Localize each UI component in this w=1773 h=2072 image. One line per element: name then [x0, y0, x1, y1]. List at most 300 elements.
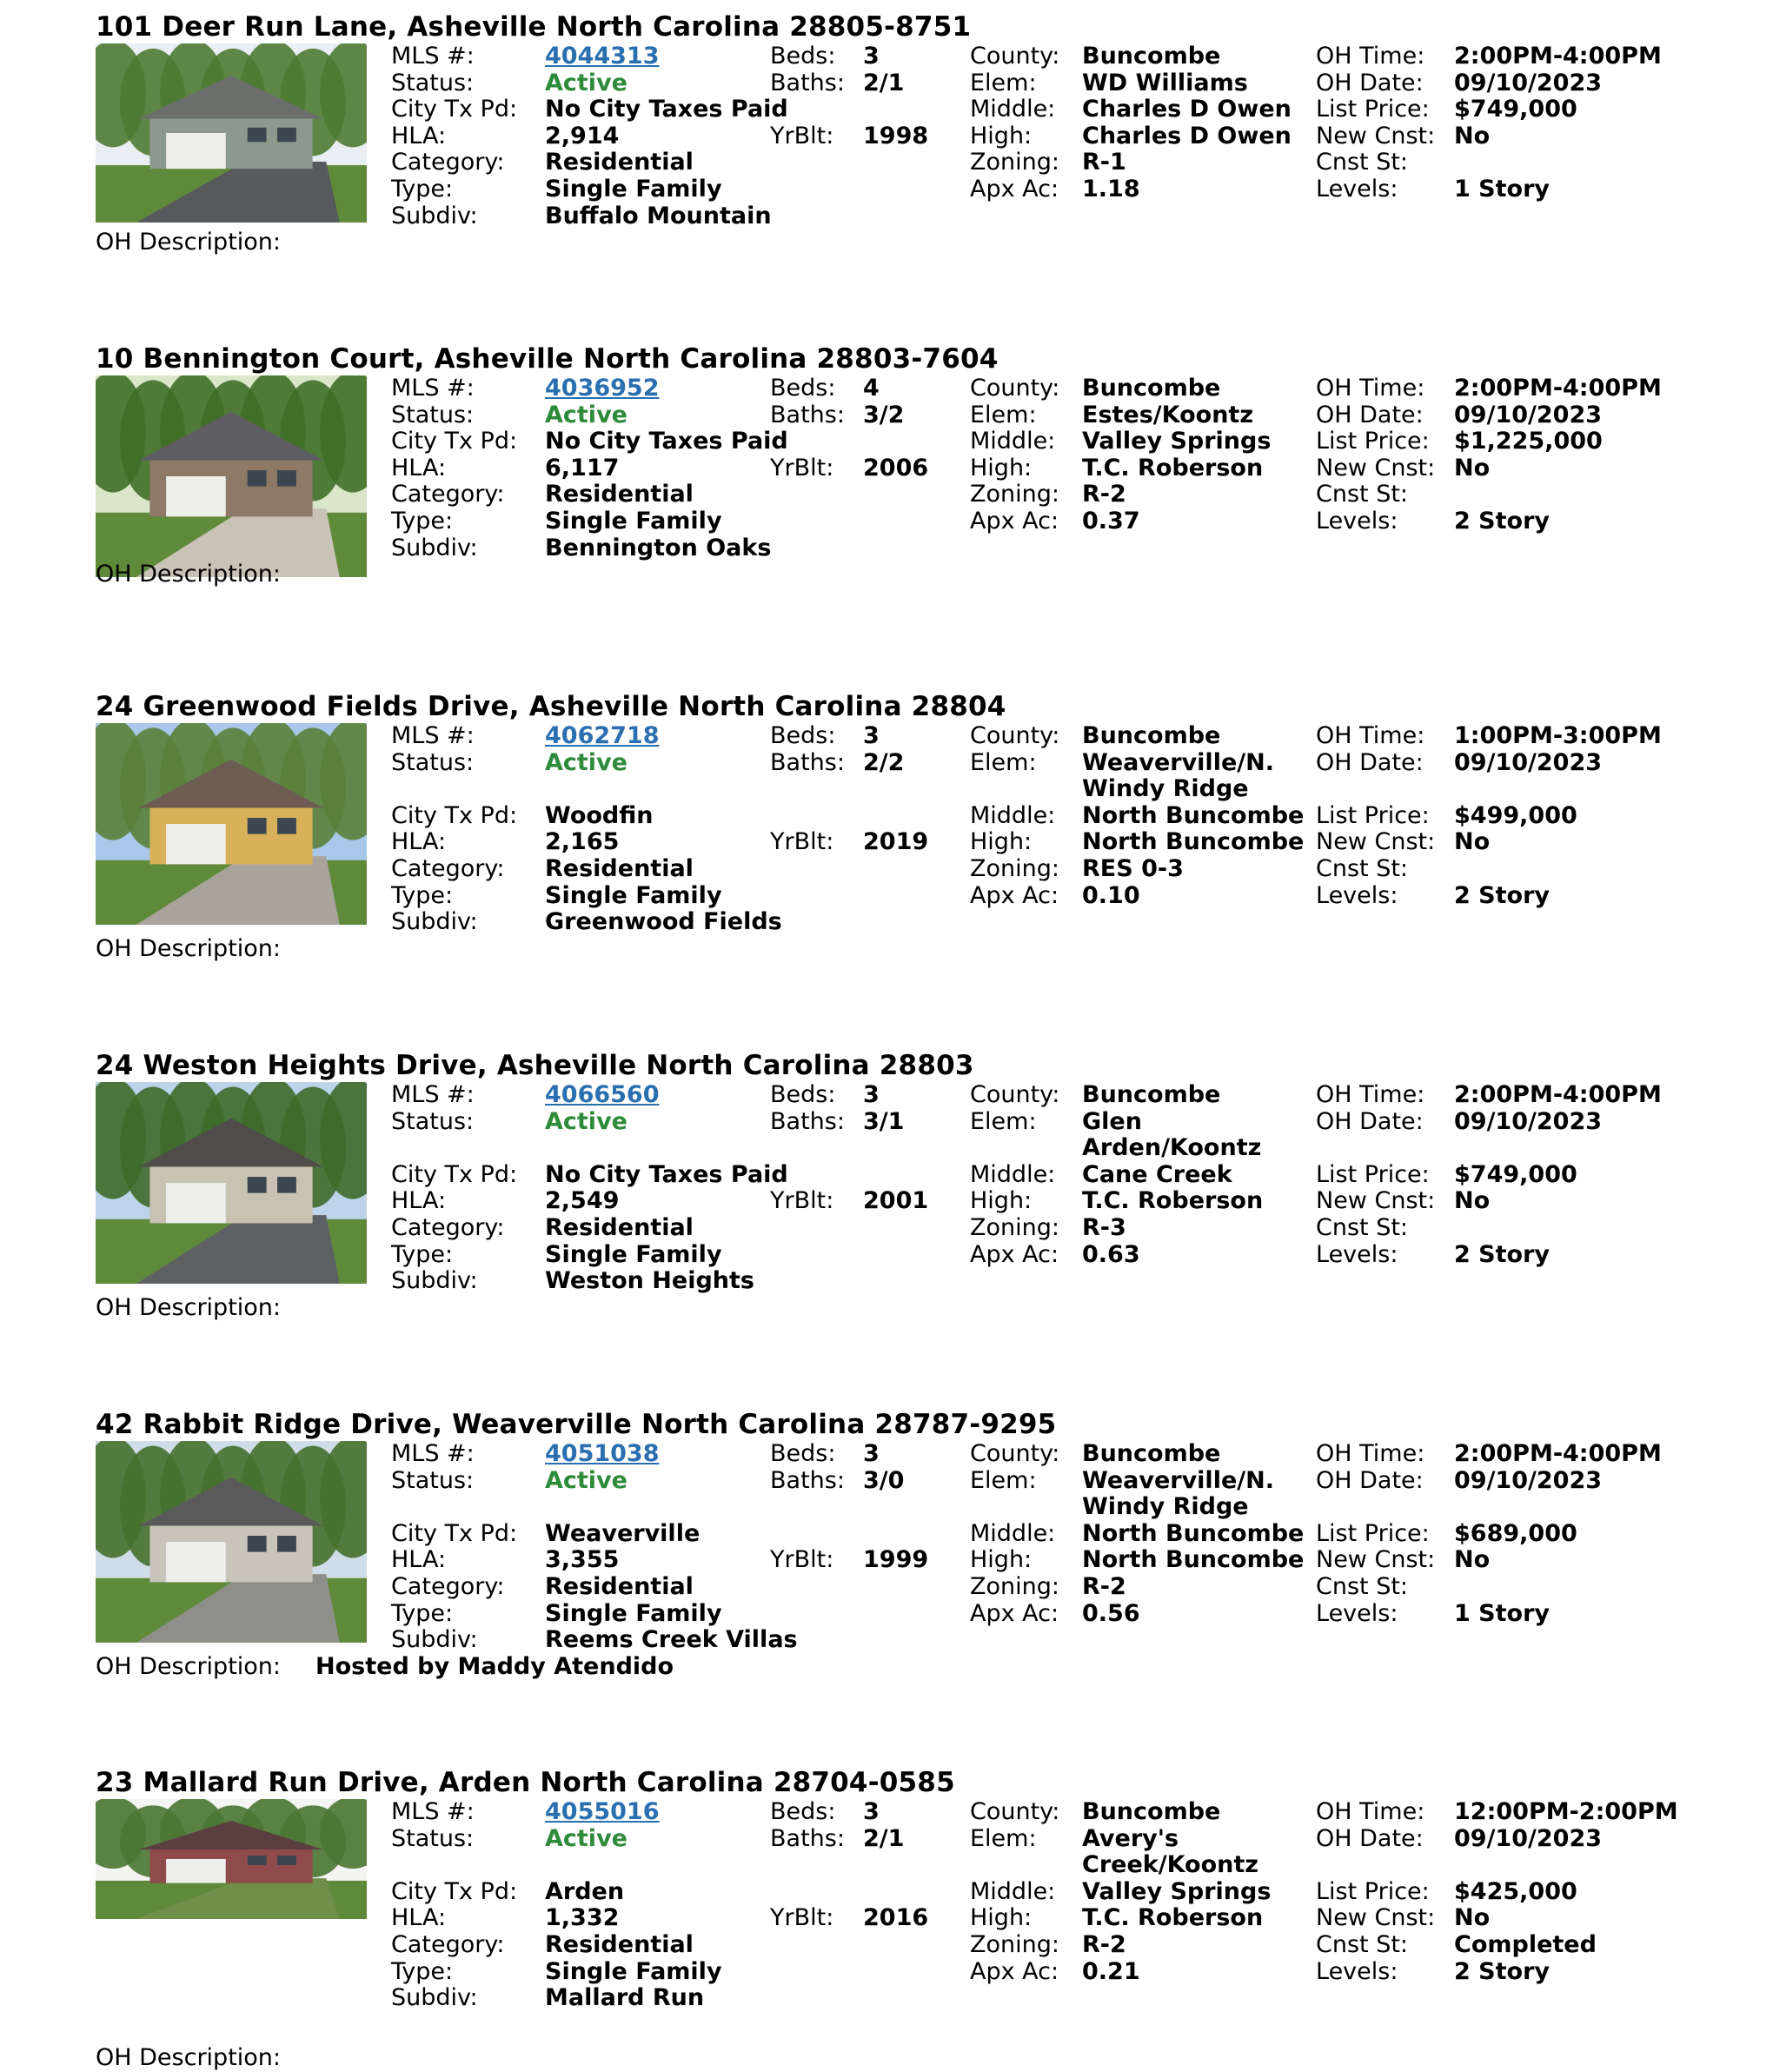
middle-school-label: Middle:: [970, 1877, 1056, 1905]
year-built-label: YrBlt:: [770, 1187, 834, 1215]
zoning-value: R-1: [1082, 149, 1126, 176]
category-value: Residential: [545, 1930, 694, 1958]
elem-label: Elem:: [970, 1466, 1037, 1494]
list-price-value: $425,000: [1454, 1877, 1577, 1905]
oh-description-label: OH Description:: [96, 1293, 282, 1321]
baths-value: 3/1: [863, 1107, 905, 1135]
new-construction-value: No: [1454, 1904, 1491, 1932]
levels-label: Levels:: [1316, 1957, 1398, 1985]
acreage-label: Apx Ac:: [970, 1957, 1059, 1985]
field-row: [96, 1601, 1747, 1628]
baths-label: Baths:: [770, 1824, 845, 1852]
listing-fields: [96, 43, 1747, 229]
field-row: [96, 1905, 1747, 1932]
listing-address: 42 Rabbit Ridge Drive, Weaverville North Carolina 28787-9295: [96, 1409, 1057, 1440]
subdivision-value: Weston Heights: [545, 1267, 754, 1295]
listing-card: [96, 342, 1747, 588]
city-tax-label: City Tx Pd:: [391, 1519, 518, 1547]
listing-fields: [96, 1082, 1747, 1295]
field-row: [96, 149, 1747, 176]
list-price-value: $749,000: [1454, 96, 1577, 123]
elem-value: Avery's: [1082, 1824, 1179, 1852]
oh-time-label: OH Time:: [1316, 375, 1425, 402]
hla-value: 3,355: [545, 1546, 620, 1574]
oh-time-value: 2:00PM-4:00PM: [1454, 43, 1662, 70]
oh-description: [96, 1295, 315, 1322]
type-label: Type:: [391, 1240, 454, 1268]
construction-status-label: Cnst St:: [1316, 1213, 1409, 1241]
oh-description-label: OH Description:: [96, 1652, 282, 1680]
oh-time-label: OH Time:: [1316, 1440, 1425, 1467]
city-tax-label: City Tx Pd:: [391, 428, 518, 455]
acreage-value: 1.18: [1082, 175, 1140, 203]
field-row: [96, 1985, 1747, 2012]
year-built-label: YrBlt:: [770, 454, 834, 481]
beds-value: 3: [863, 1798, 880, 1825]
field-row: [96, 375, 1747, 402]
hla-label: HLA:: [391, 1546, 447, 1574]
oh-description: [96, 1654, 674, 1681]
elem-value-continued: Windy Ridge: [1082, 775, 1249, 803]
list-price-label: List Price:: [1316, 428, 1430, 455]
levels-label: Levels:: [1316, 507, 1398, 535]
oh-date-label: OH Date:: [1316, 1107, 1424, 1135]
status-label: Status:: [391, 748, 475, 776]
oh-description: [96, 561, 315, 588]
construction-status-label: Cnst St:: [1316, 1930, 1409, 1958]
type-value: Single Family: [545, 1957, 722, 1985]
hla-value: 2,914: [545, 122, 620, 149]
oh-time-label: OH Time:: [1316, 1081, 1425, 1108]
beds-value: 3: [863, 1440, 880, 1467]
elem-value: Weaverville/N.: [1082, 1466, 1274, 1494]
listing-card: [96, 690, 1747, 962]
oh-date-label: OH Date:: [1316, 748, 1424, 776]
status-value: Active: [545, 1466, 628, 1494]
oh-time-label: OH Time:: [1316, 1798, 1425, 1825]
county-label: County:: [970, 43, 1060, 70]
elem-value: WD Williams: [1082, 69, 1248, 96]
oh-date-label: OH Date:: [1316, 1824, 1424, 1852]
field-row: [96, 1082, 1747, 1109]
levels-label: Levels:: [1316, 1599, 1398, 1627]
field-row: [96, 1494, 1747, 1521]
listing-fields: [96, 1441, 1747, 1654]
middle-school-label: Middle:: [970, 428, 1056, 455]
listing-card: [96, 1408, 1747, 1680]
levels-label: Levels:: [1316, 175, 1398, 203]
oh-time-value: 12:00PM-2:00PM: [1454, 1798, 1678, 1825]
field-row: [96, 176, 1747, 203]
status-label: Status:: [391, 1466, 475, 1494]
field-row: [96, 481, 1747, 508]
field-row: [96, 803, 1747, 830]
new-construction-value: No: [1454, 828, 1491, 856]
field-row: [96, 1468, 1747, 1495]
field-row: [96, 508, 1747, 535]
field-row: [96, 1188, 1747, 1215]
mls-number-link[interactable]: 4062718: [545, 722, 660, 749]
hla-label: HLA:: [391, 1187, 447, 1215]
county-value: Buncombe: [1082, 1440, 1221, 1467]
acreage-value: 0.10: [1082, 881, 1140, 909]
beds-label: Beds:: [770, 722, 836, 749]
zoning-label: Zoning:: [970, 149, 1059, 176]
year-built-label: YrBlt:: [770, 122, 834, 149]
oh-description: [96, 229, 315, 256]
zoning-label: Zoning:: [970, 481, 1059, 508]
field-row: [96, 402, 1747, 429]
construction-status-value: Completed: [1454, 1930, 1597, 1958]
category-label: Category:: [391, 481, 505, 508]
field-row: [96, 1162, 1747, 1189]
acreage-value: 0.63: [1082, 1240, 1140, 1268]
beds-label: Beds:: [770, 1081, 836, 1108]
subdivision-label: Subdiv:: [391, 1984, 478, 2012]
oh-date-value: 09/10/2023: [1454, 1107, 1603, 1135]
field-row: [96, 1109, 1747, 1136]
elem-label: Elem:: [970, 748, 1037, 776]
type-label: Type:: [391, 881, 454, 909]
listing-address: 24 Weston Heights Drive, Asheville North Carolina 28803: [96, 1050, 974, 1081]
field-row: [96, 1135, 1747, 1162]
oh-description: [96, 936, 315, 963]
zoning-value: R-2: [1082, 481, 1126, 508]
beds-label: Beds:: [770, 1798, 836, 1825]
category-value: Residential: [545, 1213, 694, 1241]
type-label: Type:: [391, 1599, 454, 1627]
elem-label: Elem:: [970, 1824, 1037, 1852]
subdivision-label: Subdiv:: [391, 1267, 478, 1295]
zoning-value: R-3: [1082, 1213, 1126, 1241]
field-row: [96, 1932, 1747, 1959]
high-school-label: High:: [970, 1187, 1033, 1215]
field-row: [96, 856, 1747, 883]
field-row: [96, 1799, 1747, 1826]
status-value: Active: [545, 1824, 628, 1852]
county-label: County:: [970, 1798, 1060, 1825]
type-value: Single Family: [545, 881, 722, 909]
baths-label: Baths:: [770, 748, 845, 776]
field-row: [96, 428, 1747, 455]
list-price-value: $689,000: [1454, 1519, 1577, 1547]
oh-description-label: OH Description:: [96, 934, 282, 962]
baths-value: 3/2: [863, 401, 905, 428]
hla-value: 2,165: [545, 828, 620, 856]
elem-label: Elem:: [970, 401, 1037, 428]
field-row: [96, 1268, 1747, 1295]
year-built-value: 2019: [863, 828, 929, 856]
elem-value-continued: Windy Ridge: [1082, 1493, 1249, 1521]
middle-school-value: Cane Creek: [1082, 1160, 1232, 1188]
levels-value: 2 Story: [1454, 1957, 1551, 1985]
new-construction-value: No: [1454, 1546, 1491, 1574]
list-price-label: List Price:: [1316, 801, 1430, 829]
category-label: Category:: [391, 854, 505, 882]
county-label: County:: [970, 722, 1060, 749]
mls-label: MLS #:: [391, 43, 475, 70]
category-value: Residential: [545, 481, 694, 508]
year-built-value: 2006: [863, 454, 929, 481]
high-school-value: North Buncombe: [1082, 828, 1305, 856]
levels-value: 1 Story: [1454, 1599, 1551, 1627]
high-school-value: T.C. Roberson: [1082, 1904, 1264, 1932]
middle-school-label: Middle:: [970, 96, 1056, 123]
field-row: [96, 70, 1747, 97]
hla-label: HLA:: [391, 828, 447, 856]
city-tax-label: City Tx Pd:: [391, 1160, 518, 1188]
mls-number-link[interactable]: 4051038: [545, 1440, 660, 1467]
acreage-label: Apx Ac:: [970, 507, 1059, 535]
mls-number-link[interactable]: 4044313: [545, 43, 660, 70]
category-value: Residential: [545, 854, 694, 882]
beds-value: 3: [863, 43, 880, 70]
city-tax-label: City Tx Pd:: [391, 96, 518, 123]
baths-label: Baths:: [770, 401, 845, 428]
category-value: Residential: [545, 149, 694, 176]
beds-label: Beds:: [770, 43, 836, 70]
status-label: Status:: [391, 401, 475, 428]
middle-school-value: Valley Springs: [1082, 1877, 1272, 1905]
field-row: [96, 1441, 1747, 1468]
mls-label: MLS #:: [391, 1798, 475, 1825]
acreage-value: 0.37: [1082, 507, 1140, 535]
year-built-value: 1998: [863, 122, 929, 149]
oh-date-value: 09/10/2023: [1454, 69, 1603, 96]
high-school-value: T.C. Roberson: [1082, 1187, 1264, 1215]
city-tax-value: Weaverville: [545, 1519, 701, 1547]
field-row: [96, 1521, 1747, 1548]
county-label: County:: [970, 1440, 1060, 1467]
middle-school-value: Valley Springs: [1082, 428, 1272, 455]
new-construction-label: New Cnst:: [1316, 122, 1436, 149]
new-construction-label: New Cnst:: [1316, 1187, 1436, 1215]
subdivision-value: Bennington Oaks: [545, 534, 772, 561]
subdivision-value: Buffalo Mountain: [545, 202, 772, 229]
status-label: Status:: [391, 69, 475, 96]
field-row: [96, 1242, 1747, 1269]
list-price-label: List Price:: [1316, 1877, 1430, 1905]
status-value: Active: [545, 748, 628, 776]
county-value: Buncombe: [1082, 375, 1221, 402]
listing-fields: [96, 1799, 1747, 2012]
beds-value: 3: [863, 722, 880, 749]
listing-address: 23 Mallard Run Drive, Arden North Carolina 28704-0585: [96, 1767, 955, 1798]
acreage-label: Apx Ac:: [970, 881, 1059, 909]
status-label: Status:: [391, 1824, 475, 1852]
beds-value: 3: [863, 1081, 880, 1108]
elem-value-continued: Creek/Koontz: [1082, 1851, 1258, 1879]
mls-number-link[interactable]: 4055016: [545, 1798, 660, 1825]
middle-school-label: Middle:: [970, 801, 1056, 829]
baths-value: 3/0: [863, 1466, 905, 1494]
baths-label: Baths:: [770, 1466, 845, 1494]
field-row: [96, 203, 1747, 230]
category-label: Category:: [391, 1213, 505, 1241]
city-tax-value: No City Taxes Paid: [545, 1160, 788, 1188]
field-row: [96, 43, 1747, 70]
elem-value: Glen: [1082, 1107, 1142, 1135]
oh-date-value: 09/10/2023: [1454, 401, 1603, 428]
oh-date-value: 09/10/2023: [1454, 1824, 1603, 1852]
category-label: Category:: [391, 149, 505, 176]
zoning-value: R-2: [1082, 1572, 1126, 1600]
acreage-label: Apx Ac:: [970, 1240, 1059, 1268]
listing-address: 101 Deer Run Lane, Asheville North Carolina 28805-8751: [96, 11, 972, 43]
zoning-label: Zoning:: [970, 1213, 1059, 1241]
listing-card: [96, 10, 1747, 256]
listing-fields: [96, 723, 1747, 936]
field-row: [96, 829, 1747, 856]
city-tax-value: Woodfin: [545, 801, 654, 829]
acreage-label: Apx Ac:: [970, 1599, 1059, 1627]
baths-label: Baths:: [770, 69, 845, 96]
zoning-value: RES 0-3: [1082, 854, 1184, 882]
levels-value: 2 Story: [1454, 1240, 1551, 1268]
mls-label: MLS #:: [391, 1440, 475, 1467]
listing-address: 24 Greenwood Fields Drive, Asheville North Carolina 28804: [96, 691, 1006, 722]
type-label: Type:: [391, 1957, 454, 1985]
status-label: Status:: [391, 1107, 475, 1135]
year-built-value: 2001: [863, 1187, 929, 1215]
zoning-label: Zoning:: [970, 1930, 1059, 1958]
county-value: Buncombe: [1082, 1081, 1221, 1108]
field-row: [96, 123, 1747, 150]
high-school-value: T.C. Roberson: [1082, 454, 1264, 481]
oh-description: [96, 2045, 315, 2072]
oh-date-value: 09/10/2023: [1454, 1466, 1603, 1494]
oh-time-value: 2:00PM-4:00PM: [1454, 1081, 1662, 1108]
year-built-label: YrBlt:: [770, 1904, 834, 1932]
oh-time-label: OH Time:: [1316, 43, 1425, 70]
county-label: County:: [970, 1081, 1060, 1108]
new-construction-label: New Cnst:: [1316, 1546, 1436, 1574]
oh-date-value: 09/10/2023: [1454, 748, 1603, 776]
year-built-label: YrBlt:: [770, 828, 834, 856]
list-price-label: List Price:: [1316, 1519, 1430, 1547]
high-school-label: High:: [970, 828, 1033, 856]
levels-value: 1 Story: [1454, 175, 1551, 203]
type-label: Type:: [391, 175, 454, 203]
high-school-label: High:: [970, 1546, 1033, 1574]
acreage-value: 0.21: [1082, 1957, 1140, 1985]
listing-card: [96, 1049, 1747, 1321]
new-construction-value: No: [1454, 1187, 1491, 1215]
subdivision-label: Subdiv:: [391, 1626, 478, 1654]
oh-description-value: Hosted by Maddy Atendido: [315, 1652, 674, 1680]
oh-time-value: 2:00PM-4:00PM: [1454, 375, 1662, 402]
field-row: [96, 883, 1747, 910]
beds-value: 4: [863, 375, 880, 402]
high-school-value: Charles D Owen: [1082, 122, 1292, 149]
city-tax-value: No City Taxes Paid: [545, 428, 788, 455]
beds-label: Beds:: [770, 375, 836, 402]
list-price-label: List Price:: [1316, 1160, 1430, 1188]
oh-date-label: OH Date:: [1316, 401, 1424, 428]
oh-date-label: OH Date:: [1316, 69, 1424, 96]
levels-value: 2 Story: [1454, 881, 1551, 909]
city-tax-label: City Tx Pd:: [391, 801, 518, 829]
field-row: [96, 750, 1747, 777]
high-school-label: High:: [970, 454, 1033, 481]
field-row: [96, 455, 1747, 482]
field-row: [96, 1627, 1747, 1654]
city-tax-label: City Tx Pd:: [391, 1877, 518, 1905]
year-built-label: YrBlt:: [770, 1546, 834, 1574]
acreage-label: Apx Ac:: [970, 175, 1059, 203]
subdivision-value: Greenwood Fields: [545, 908, 782, 936]
mls-number-link[interactable]: 4036952: [545, 375, 660, 402]
subdivision-label: Subdiv:: [391, 534, 478, 561]
field-row: [96, 776, 1747, 803]
zoning-label: Zoning:: [970, 1572, 1059, 1600]
year-built-value: 1999: [863, 1546, 929, 1574]
city-tax-value: No City Taxes Paid: [545, 96, 788, 123]
baths-value: 2/1: [863, 1824, 905, 1852]
levels-value: 2 Story: [1454, 507, 1551, 535]
subdivision-label: Subdiv:: [391, 202, 478, 229]
baths-value: 2/1: [863, 69, 905, 96]
subdivision-value: Reems Creek Villas: [545, 1626, 798, 1654]
hla-label: HLA:: [391, 454, 447, 481]
middle-school-label: Middle:: [970, 1160, 1056, 1188]
year-built-value: 2016: [863, 1904, 929, 1932]
field-row: [96, 1574, 1747, 1601]
middle-school-label: Middle:: [970, 1519, 1056, 1547]
field-row: [96, 1547, 1747, 1574]
mls-label: MLS #:: [391, 722, 475, 749]
type-value: Single Family: [545, 1240, 722, 1268]
field-row: [96, 1879, 1747, 1906]
baths-value: 2/2: [863, 748, 905, 776]
zoning-value: R-2: [1082, 1930, 1126, 1958]
field-row: [96, 96, 1747, 123]
new-construction-label: New Cnst:: [1316, 454, 1436, 481]
construction-status-label: Cnst St:: [1316, 854, 1409, 882]
elem-label: Elem:: [970, 1107, 1037, 1135]
category-value: Residential: [545, 1572, 694, 1600]
field-row: [96, 723, 1747, 750]
hla-value: 2,549: [545, 1187, 620, 1215]
hla-value: 6,117: [545, 454, 620, 481]
construction-status-label: Cnst St:: [1316, 1572, 1409, 1600]
type-value: Single Family: [545, 175, 722, 203]
elem-label: Elem:: [970, 69, 1037, 96]
oh-description-label: OH Description:: [96, 2044, 282, 2072]
oh-description-label: OH Description:: [96, 229, 282, 256]
oh-date-label: OH Date:: [1316, 1466, 1424, 1494]
hla-label: HLA:: [391, 122, 447, 149]
construction-status-label: Cnst St:: [1316, 481, 1409, 508]
field-row: [96, 909, 1747, 936]
mls-label: MLS #:: [391, 375, 475, 402]
oh-description-label: OH Description:: [96, 561, 282, 588]
county-value: Buncombe: [1082, 43, 1221, 70]
status-value: Active: [545, 1107, 628, 1135]
subdivision-label: Subdiv:: [391, 908, 478, 936]
hla-value: 1,332: [545, 1904, 620, 1932]
hla-label: HLA:: [391, 1904, 447, 1932]
county-label: County:: [970, 375, 1060, 402]
high-school-label: High:: [970, 122, 1033, 149]
type-value: Single Family: [545, 507, 722, 535]
oh-time-value: 1:00PM-3:00PM: [1454, 722, 1662, 749]
mls-number-link[interactable]: 4066560: [545, 1081, 660, 1108]
list-price-value: $1,225,000: [1454, 428, 1603, 455]
elem-value: Weaverville/N.: [1082, 748, 1274, 776]
elem-value-continued: Arden/Koontz: [1082, 1134, 1262, 1162]
status-value: Active: [545, 69, 628, 96]
